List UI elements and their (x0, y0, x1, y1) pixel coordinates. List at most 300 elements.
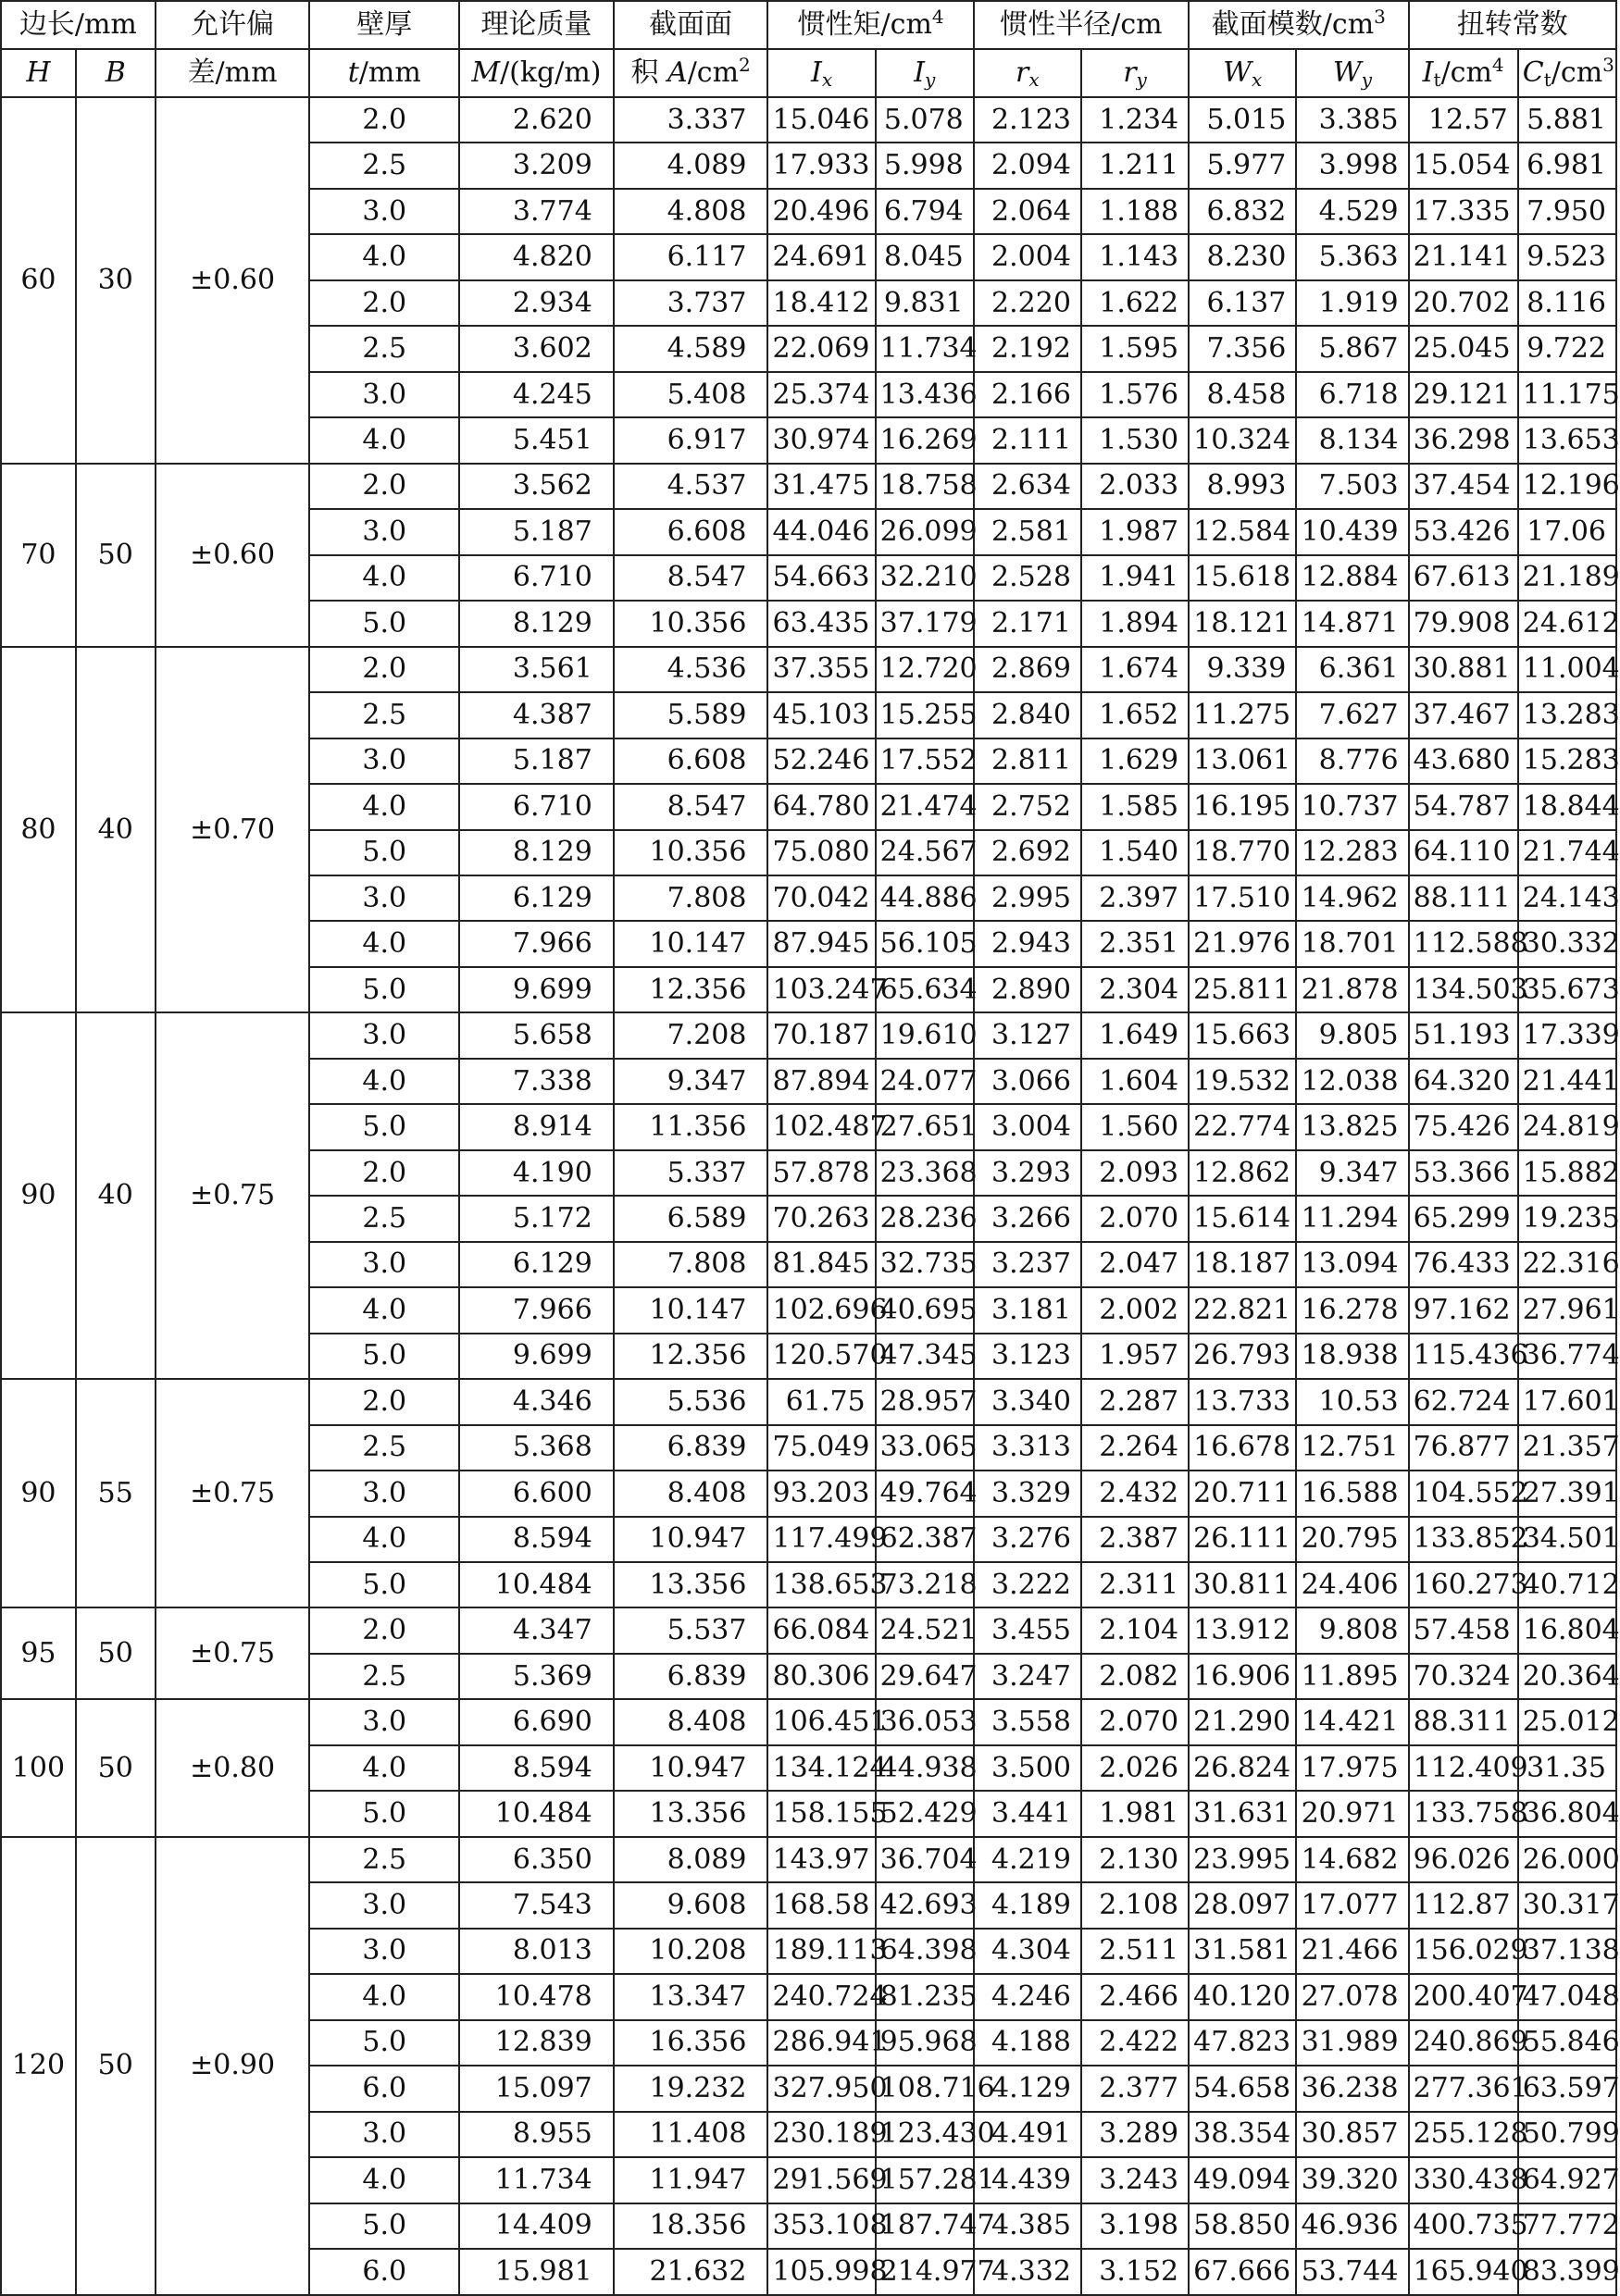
cell-Wx: 6.832 (1189, 189, 1296, 234)
cell-section-area: 10.147 (614, 1287, 768, 1333)
cell-Wy: 14.421 (1296, 1699, 1408, 1744)
cell-section-area: 8.089 (614, 1837, 768, 1882)
cell-theoretical-mass: 6.710 (459, 784, 614, 829)
cell-Iy: 26.099 (876, 509, 974, 554)
cell-ry: 2.104 (1081, 1607, 1189, 1653)
cell-It: 64.320 (1409, 1059, 1518, 1104)
cell-Iy: 19.610 (876, 1012, 974, 1058)
table-row (1, 1699, 1616, 1744)
group-tolerance: ±0.70 (156, 647, 310, 1013)
cell-It: 165.940 (1409, 2249, 1518, 2295)
header-area-unit: 积 $A/cm^2$ (614, 49, 768, 97)
group-B: 40 (76, 1012, 156, 1379)
group-tolerance: ±0.90 (156, 1837, 310, 2295)
cell-Ct: 64.927 (1518, 2157, 1616, 2203)
cell-Wx: 17.510 (1189, 875, 1296, 921)
cell-Wx: 8.993 (1189, 464, 1296, 509)
cell-It: 79.908 (1409, 601, 1518, 646)
cell-Iy: 13.436 (876, 372, 974, 417)
cell-theoretical-mass: 7.966 (459, 1287, 614, 1333)
group-tolerance: ±0.75 (156, 1012, 310, 1379)
cell-section-area: 10.356 (614, 601, 768, 646)
cell-Ct: 5.881 (1518, 97, 1616, 143)
cell-Iy: 73.218 (876, 1562, 974, 1607)
cell-Wy: 8.776 (1296, 738, 1408, 784)
cell-Wx: 10.324 (1189, 417, 1296, 463)
cell-wall-thickness: 3.0 (309, 738, 459, 784)
cell-Ct: 13.653 (1518, 417, 1616, 463)
cell-Iy: 108.716 (876, 2066, 974, 2111)
cell-Wy: 14.962 (1296, 875, 1408, 921)
cell-It: 15.054 (1409, 143, 1518, 188)
cell-rx: 4.189 (974, 1882, 1081, 1928)
header-Wy: $W_y$ (1296, 49, 1408, 97)
cell-Ct: 83.399 (1518, 2249, 1616, 2295)
cell-Wx: 40.120 (1189, 1974, 1296, 2019)
cell-theoretical-mass: 10.478 (459, 1974, 614, 2019)
cell-rx: 2.869 (974, 647, 1081, 692)
cell-Wy: 12.283 (1296, 830, 1408, 875)
header-H: H (1, 49, 76, 97)
cell-wall-thickness: 2.5 (309, 143, 459, 188)
cell-theoretical-mass: 5.658 (459, 1012, 614, 1058)
table-row (1, 97, 1616, 143)
cell-ry: 2.108 (1081, 1882, 1189, 1928)
cell-theoretical-mass: 3.209 (459, 143, 614, 188)
group-H: 100 (1, 1699, 76, 1836)
header-row-2 (1, 49, 1616, 97)
cell-wall-thickness: 2.5 (309, 1196, 459, 1241)
header-moment-of-inertia: 惯性矩$/cm^4$ (767, 1, 973, 49)
cell-ry: 2.377 (1081, 2066, 1189, 2111)
cell-theoretical-mass: 4.190 (459, 1150, 614, 1196)
cell-Ix: 120.570 (767, 1334, 875, 1379)
cell-Wx: 49.094 (1189, 2157, 1296, 2203)
cell-theoretical-mass: 5.369 (459, 1654, 614, 1699)
cell-section-area: 21.632 (614, 2249, 768, 2295)
cell-section-area: 12.356 (614, 967, 768, 1012)
cell-rx: 3.276 (974, 1517, 1081, 1562)
cell-rx: 2.692 (974, 830, 1081, 875)
cell-ry: 3.198 (1081, 2203, 1189, 2249)
cell-It: 70.324 (1409, 1654, 1518, 1699)
cell-ry: 1.941 (1081, 555, 1189, 601)
cell-Iy: 49.764 (876, 1471, 974, 1516)
cell-Iy: 40.695 (876, 1287, 974, 1333)
cell-Wy: 30.857 (1296, 2112, 1408, 2157)
cell-It: 112.409 (1409, 1745, 1518, 1791)
cell-theoretical-mass: 3.602 (459, 326, 614, 371)
header-section-area: 截面面 (614, 1, 768, 49)
cell-It: 76.877 (1409, 1425, 1518, 1471)
cell-Iy: 37.179 (876, 601, 974, 646)
cell-ry: 1.576 (1081, 372, 1189, 417)
cell-Wy: 53.744 (1296, 2249, 1408, 2295)
group-tolerance: ±0.60 (156, 464, 310, 647)
cell-ry: 1.674 (1081, 647, 1189, 692)
cell-Ct: 11.004 (1518, 647, 1616, 692)
cell-wall-thickness: 5.0 (309, 1791, 459, 1836)
cell-Wy: 21.878 (1296, 967, 1408, 1012)
cell-theoretical-mass: 3.774 (459, 189, 614, 234)
cell-Ix: 31.475 (767, 464, 875, 509)
cell-rx: 3.181 (974, 1287, 1081, 1333)
cell-wall-thickness: 4.0 (309, 921, 459, 966)
cell-Iy: 5.998 (876, 143, 974, 188)
cell-Iy: 8.045 (876, 234, 974, 279)
cell-rx: 3.266 (974, 1196, 1081, 1241)
cell-section-area: 10.147 (614, 921, 768, 966)
cell-Ct: 24.143 (1518, 875, 1616, 921)
cell-ry: 1.622 (1081, 280, 1189, 326)
cell-wall-thickness: 2.5 (309, 326, 459, 371)
cell-section-area: 5.537 (614, 1607, 768, 1653)
cell-section-area: 6.839 (614, 1654, 768, 1699)
cell-Wy: 5.363 (1296, 234, 1408, 279)
cell-Wx: 21.976 (1189, 921, 1296, 966)
cell-Iy: 36.704 (876, 1837, 974, 1882)
cell-section-area: 13.347 (614, 1974, 768, 2019)
cell-section-area: 4.536 (614, 647, 768, 692)
cell-Wx: 58.850 (1189, 2203, 1296, 2249)
cell-ry: 2.287 (1081, 1379, 1189, 1424)
cell-wall-thickness: 6.0 (309, 2066, 459, 2111)
cell-Wy: 8.134 (1296, 417, 1408, 463)
cell-wall-thickness: 5.0 (309, 1334, 459, 1379)
cell-rx: 2.064 (974, 189, 1081, 234)
cell-Ct: 77.772 (1518, 2203, 1616, 2249)
cell-Ix: 70.042 (767, 875, 875, 921)
cell-Ix: 81.845 (767, 1242, 875, 1287)
cell-Wy: 4.529 (1296, 189, 1408, 234)
cell-Iy: 15.255 (876, 692, 974, 738)
cell-Iy: 64.398 (876, 1929, 974, 1974)
cell-wall-thickness: 2.0 (309, 647, 459, 692)
cell-ry: 2.026 (1081, 1745, 1189, 1791)
cell-wall-thickness: 4.0 (309, 1517, 459, 1562)
cell-ry: 2.511 (1081, 1929, 1189, 1974)
cell-Ix: 143.97 (767, 1837, 875, 1882)
cell-It: 57.458 (1409, 1607, 1518, 1653)
cell-Iy: 214.977 (876, 2249, 974, 2295)
cell-Wx: 13.061 (1189, 738, 1296, 784)
cell-It: 29.121 (1409, 372, 1518, 417)
cell-Wx: 5.015 (1189, 97, 1296, 143)
cell-Wy: 17.975 (1296, 1745, 1408, 1791)
cell-ry: 1.894 (1081, 601, 1189, 646)
cell-Ix: 18.412 (767, 280, 875, 326)
cell-It: 64.110 (1409, 830, 1518, 875)
cell-wall-thickness: 3.0 (309, 2112, 459, 2157)
cell-theoretical-mass: 4.387 (459, 692, 614, 738)
cell-rx: 2.752 (974, 784, 1081, 829)
cell-It: 20.702 (1409, 280, 1518, 326)
header-Ix: $I_x$ (767, 49, 875, 97)
cell-Ct: 35.673 (1518, 967, 1616, 1012)
cell-theoretical-mass: 4.820 (459, 234, 614, 279)
cell-It: 160.273 (1409, 1562, 1518, 1607)
cell-rx: 2.171 (974, 601, 1081, 646)
cell-wall-thickness: 5.0 (309, 2020, 459, 2066)
cell-ry: 3.289 (1081, 2112, 1189, 2157)
cell-Wx: 26.111 (1189, 1517, 1296, 1562)
cell-It: 53.426 (1409, 509, 1518, 554)
cell-Ct: 47.048 (1518, 1974, 1616, 2019)
cell-ry: 1.211 (1081, 143, 1189, 188)
cell-Iy: 12.720 (876, 647, 974, 692)
group-B: 50 (76, 1837, 156, 2295)
cell-Wx: 22.821 (1189, 1287, 1296, 1333)
cell-Iy: 81.235 (876, 1974, 974, 2019)
cell-Ix: 168.58 (767, 1882, 875, 1928)
cell-Ct: 37.138 (1518, 1929, 1616, 1974)
cell-rx: 3.123 (974, 1334, 1081, 1379)
cell-theoretical-mass: 8.129 (459, 601, 614, 646)
cell-Ct: 30.317 (1518, 1882, 1616, 1928)
cell-section-area: 9.347 (614, 1059, 768, 1104)
cell-Iy: 11.734 (876, 326, 974, 371)
cell-Ct: 24.819 (1518, 1104, 1616, 1149)
header-mass-unit: M/(kg/m) (459, 49, 614, 97)
cell-ry: 2.432 (1081, 1471, 1189, 1516)
cell-Wx: 19.532 (1189, 1059, 1296, 1104)
cell-Wx: 8.230 (1189, 234, 1296, 279)
cell-Wy: 7.503 (1296, 464, 1408, 509)
cell-Ct: 8.116 (1518, 280, 1616, 326)
cell-Iy: 44.938 (876, 1745, 974, 1791)
cell-Iy: 52.429 (876, 1791, 974, 1836)
cell-section-area: 7.208 (614, 1012, 768, 1058)
cell-Ct: 27.391 (1518, 1471, 1616, 1516)
cell-Wx: 9.339 (1189, 647, 1296, 692)
cell-theoretical-mass: 6.350 (459, 1837, 614, 1882)
cell-section-area: 3.337 (614, 97, 768, 143)
cell-Wy: 27.078 (1296, 1974, 1408, 2019)
cell-wall-thickness: 3.0 (309, 189, 459, 234)
cell-rx: 3.004 (974, 1104, 1081, 1149)
cell-ry: 1.143 (1081, 234, 1189, 279)
group-B: 50 (76, 1607, 156, 1699)
cell-theoretical-mass: 8.129 (459, 830, 614, 875)
cell-Wx: 20.711 (1189, 1471, 1296, 1516)
cell-wall-thickness: 5.0 (309, 2203, 459, 2249)
cell-Iy: 42.693 (876, 1882, 974, 1928)
cell-section-area: 10.947 (614, 1517, 768, 1562)
cell-It: 54.787 (1409, 784, 1518, 829)
cell-Iy: 44.886 (876, 875, 974, 921)
cell-It: 104.552 (1409, 1471, 1518, 1516)
header-row-1 (1, 1, 1616, 49)
cell-rx: 4.188 (974, 2020, 1081, 2066)
cell-wall-thickness: 5.0 (309, 967, 459, 1012)
cell-theoretical-mass: 6.129 (459, 1242, 614, 1287)
cell-Wx: 22.774 (1189, 1104, 1296, 1149)
cell-Ct: 17.06 (1518, 509, 1616, 554)
cell-rx: 3.237 (974, 1242, 1081, 1287)
cell-section-area: 4.537 (614, 464, 768, 509)
cell-Wy: 10.53 (1296, 1379, 1408, 1424)
header-tolerance: 允许偏 (156, 1, 310, 49)
cell-Wx: 25.811 (1189, 967, 1296, 1012)
cell-theoretical-mass: 6.710 (459, 555, 614, 601)
cell-section-area: 5.589 (614, 692, 768, 738)
cell-Ix: 102.696 (767, 1287, 875, 1333)
cell-rx: 3.127 (974, 1012, 1081, 1058)
cell-section-area: 7.808 (614, 1242, 768, 1287)
cell-Ix: 106.451 (767, 1699, 875, 1744)
cell-Wy: 9.347 (1296, 1150, 1408, 1196)
cell-wall-thickness: 2.0 (309, 1607, 459, 1653)
cell-Ix: 103.247 (767, 967, 875, 1012)
cell-It: 17.335 (1409, 189, 1518, 234)
cell-ry: 2.311 (1081, 1562, 1189, 1607)
cell-rx: 4.439 (974, 2157, 1081, 2203)
header-ry: $r_y$ (1081, 49, 1189, 97)
cell-rx: 2.111 (974, 417, 1081, 463)
cell-rx: 2.634 (974, 464, 1081, 509)
cell-It: 36.298 (1409, 417, 1518, 463)
group-H: 95 (1, 1607, 76, 1699)
cell-Wx: 15.618 (1189, 555, 1296, 601)
cell-Ix: 75.049 (767, 1425, 875, 1471)
cell-Ix: 240.724 (767, 1974, 875, 2019)
cell-Wx: 16.678 (1189, 1425, 1296, 1471)
cell-It: 76.433 (1409, 1242, 1518, 1287)
cell-ry: 2.304 (1081, 967, 1189, 1012)
cell-rx: 3.558 (974, 1699, 1081, 1744)
cell-It: 96.026 (1409, 1837, 1518, 1882)
cell-Ct: 19.235 (1518, 1196, 1616, 1241)
group-tolerance: ±0.80 (156, 1699, 310, 1836)
cell-Ix: 44.046 (767, 509, 875, 554)
cell-theoretical-mass: 3.561 (459, 647, 614, 692)
cell-Ct: 27.961 (1518, 1287, 1616, 1333)
cell-ry: 2.130 (1081, 1837, 1189, 1882)
cell-Wx: 8.458 (1189, 372, 1296, 417)
cell-Wy: 11.895 (1296, 1654, 1408, 1699)
cell-theoretical-mass: 7.966 (459, 921, 614, 966)
cell-Wx: 26.824 (1189, 1745, 1296, 1791)
cell-ry: 1.981 (1081, 1791, 1189, 1836)
cell-Wx: 54.658 (1189, 2066, 1296, 2111)
cell-theoretical-mass: 7.543 (459, 1882, 614, 1928)
cell-Iy: 17.552 (876, 738, 974, 784)
cell-section-area: 5.408 (614, 372, 768, 417)
cell-Ix: 15.046 (767, 97, 875, 143)
cell-ry: 2.070 (1081, 1699, 1189, 1744)
cell-It: 115.436 (1409, 1334, 1518, 1379)
cell-Wy: 16.588 (1296, 1471, 1408, 1516)
cell-Wy: 18.701 (1296, 921, 1408, 966)
cell-rx: 3.340 (974, 1379, 1081, 1424)
cell-Iy: 187.747 (876, 2203, 974, 2249)
cell-wall-thickness: 2.5 (309, 1654, 459, 1699)
cell-Ct: 17.601 (1518, 1379, 1616, 1424)
cell-wall-thickness: 5.0 (309, 830, 459, 875)
cell-wall-thickness: 4.0 (309, 1974, 459, 2019)
cell-rx: 4.332 (974, 2249, 1081, 2295)
cell-Iy: 123.430 (876, 2112, 974, 2157)
cell-Wx: 28.097 (1189, 1882, 1296, 1928)
cell-Ix: 70.263 (767, 1196, 875, 1241)
cell-Ix: 24.691 (767, 234, 875, 279)
cell-rx: 2.123 (974, 97, 1081, 143)
cell-rx: 3.441 (974, 1791, 1081, 1836)
cell-theoretical-mass: 5.187 (459, 738, 614, 784)
cell-section-area: 10.947 (614, 1745, 768, 1791)
cell-Ix: 93.203 (767, 1471, 875, 1516)
cell-rx: 4.219 (974, 1837, 1081, 1882)
cell-Wy: 21.466 (1296, 1929, 1408, 1974)
cell-theoretical-mass: 6.129 (459, 875, 614, 921)
cell-Ct: 55.846 (1518, 2020, 1616, 2066)
cell-It: 112.588 (1409, 921, 1518, 966)
cell-Iy: 32.735 (876, 1242, 974, 1287)
cell-Wy: 13.825 (1296, 1104, 1408, 1149)
cell-It: 112.87 (1409, 1882, 1518, 1928)
cell-Iy: 157.281 (876, 2157, 974, 2203)
cell-section-area: 10.208 (614, 1929, 768, 1974)
cell-Ix: 286.941 (767, 2020, 875, 2066)
cell-ry: 3.243 (1081, 2157, 1189, 2203)
cell-rx: 2.581 (974, 509, 1081, 554)
cell-Wx: 18.187 (1189, 1242, 1296, 1287)
cell-wall-thickness: 4.0 (309, 1745, 459, 1791)
cell-Wx: 12.862 (1189, 1150, 1296, 1196)
cell-rx: 3.455 (974, 1607, 1081, 1653)
cell-Ct: 36.774 (1518, 1334, 1616, 1379)
cell-theoretical-mass: 15.097 (459, 2066, 614, 2111)
cell-Wy: 36.238 (1296, 2066, 1408, 2111)
header-Wx: $W_x$ (1189, 49, 1296, 97)
cell-Wx: 21.290 (1189, 1699, 1296, 1744)
cell-section-area: 6.589 (614, 1196, 768, 1241)
cell-Iy: 23.368 (876, 1150, 974, 1196)
table-body (1, 97, 1620, 2295)
cell-wall-thickness: 4.0 (309, 555, 459, 601)
cell-rx: 4.304 (974, 1929, 1081, 1974)
cell-wall-thickness: 6.0 (309, 2249, 459, 2295)
cell-ry: 1.649 (1081, 1012, 1189, 1058)
cell-Wy: 20.971 (1296, 1791, 1408, 1836)
cell-section-area: 4.089 (614, 143, 768, 188)
cell-ry: 2.422 (1081, 2020, 1189, 2066)
cell-section-area: 6.608 (614, 509, 768, 554)
cell-section-area: 3.737 (614, 280, 768, 326)
cell-Wx: 18.121 (1189, 601, 1296, 646)
group-B: 50 (76, 464, 156, 647)
cell-Ct: 30.332 (1518, 921, 1616, 966)
cell-Iy: 18.758 (876, 464, 974, 509)
cell-ry: 2.466 (1081, 1974, 1189, 2019)
cell-rx: 4.246 (974, 1974, 1081, 2019)
header-tolerance-unit: 差/mm (156, 49, 310, 97)
group-tolerance: ±0.60 (156, 97, 310, 464)
cell-theoretical-mass: 5.172 (459, 1196, 614, 1241)
cell-section-area: 5.337 (614, 1150, 768, 1196)
cell-It: 240.869 (1409, 2020, 1518, 2066)
cell-Wy: 17.077 (1296, 1882, 1408, 1928)
cell-Ct: 63.597 (1518, 2066, 1616, 2111)
cell-section-area: 4.589 (614, 326, 768, 371)
cell-wall-thickness: 3.0 (309, 1471, 459, 1516)
cell-Wx: 15.663 (1189, 1012, 1296, 1058)
cell-Wy: 9.805 (1296, 1012, 1408, 1058)
cell-It: 62.724 (1409, 1379, 1518, 1424)
cell-It: 200.407 (1409, 1974, 1518, 2019)
cell-section-area: 5.536 (614, 1379, 768, 1424)
cell-ry: 1.604 (1081, 1059, 1189, 1104)
